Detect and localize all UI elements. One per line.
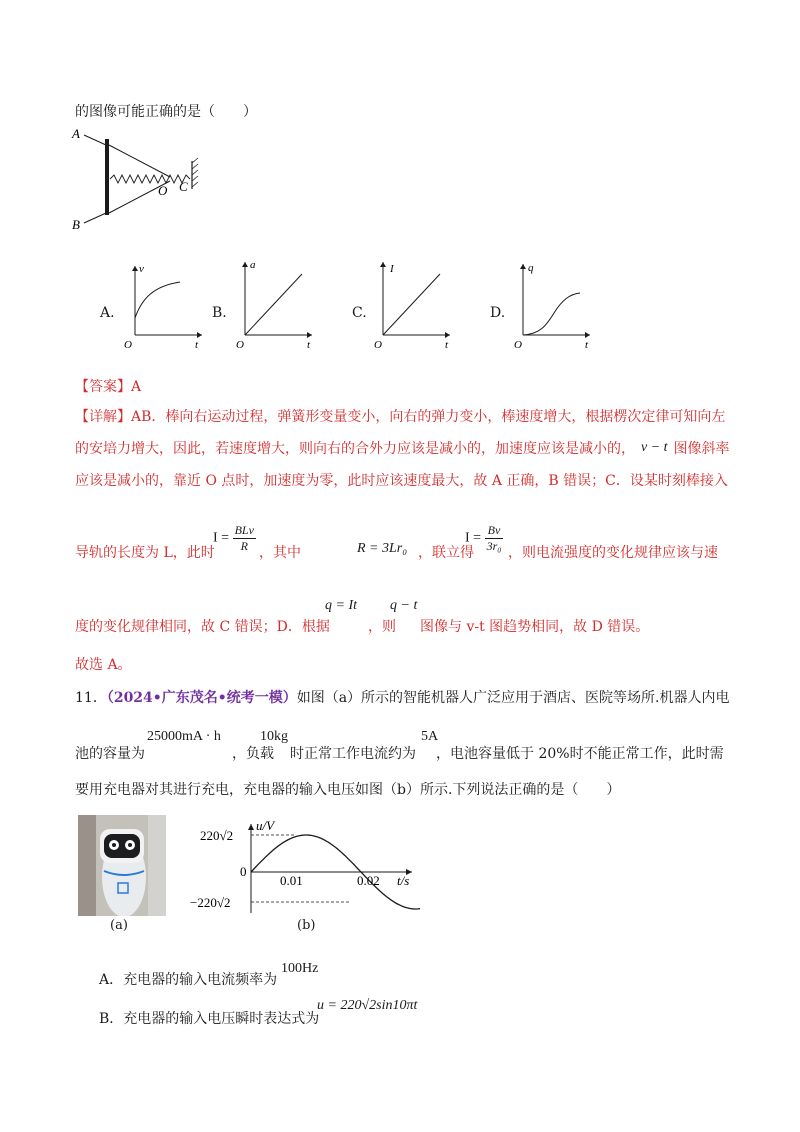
option-b-origin: O: [236, 339, 244, 351]
option-b-xlabel: t: [307, 339, 311, 351]
option-d-origin: O: [514, 339, 522, 351]
label-o: O: [158, 183, 168, 198]
option-d-graph: [508, 258, 598, 352]
option-d-xlabel: t: [585, 339, 589, 351]
option-c-ylabel: I: [390, 263, 394, 275]
option-a-text: A．充电器的输入电流频率为: [99, 972, 278, 988]
q11-line-2b: ，负载: [232, 746, 274, 762]
voltage-x-tick-2: 0.02: [357, 873, 380, 888]
voltage-xlabel: t/s: [397, 873, 410, 888]
voltage-chart: [180, 818, 420, 918]
option-c-letter: C.: [352, 305, 367, 321]
question-11-line-1: 11．（2024•广东茂名•统考一模）如图（a）所示的智能机器人广泛应用于酒店、医院等场所.机器人内电: [75, 690, 730, 706]
option-c-xlabel: t: [445, 339, 449, 351]
load-mass: 10kg: [260, 729, 288, 744]
option-c-graph: [368, 256, 458, 352]
voltage-x-tick-1: 0.01: [280, 873, 303, 888]
detail-line-3: 应该是减小的，靠近 O 点时，加速度为零，此时应该速度最大，故 A 正确，B 错误；C．设某时刻棒接入: [75, 473, 728, 489]
question-number: 11．: [75, 690, 107, 706]
q11-line-2a: 池的容量为: [75, 746, 145, 762]
question-source: （2024•广东茂名•统考一模）: [106, 690, 297, 706]
voltage-ylabel: u/V: [256, 818, 275, 833]
detail-line-5b: ，则: [368, 619, 396, 635]
detail-line-4b: ，其中: [259, 545, 301, 561]
eq-r-3lr0: R = 3Lr₀: [357, 541, 408, 556]
detail-line-4a: 导轨的长度为 L，此时: [75, 545, 215, 561]
q11-line-3: 要用充电器对其进行充电，充电器的输入电压如图（b）所示.下列说法正确的是（ ）: [75, 782, 621, 798]
option-a-ylabel: v: [139, 263, 144, 275]
label-a: A: [72, 126, 80, 141]
option-b-ylabel: a: [250, 259, 256, 271]
q11-line-2c: 时正常工作电流约为: [290, 746, 416, 762]
battery-capacity: 25000mA · h: [147, 729, 221, 744]
figure-a-caption: (a): [110, 918, 128, 933]
detail-line-4d: ，则电流强度的变化规律应该与速: [508, 545, 718, 561]
option-a-letter: A.: [100, 305, 115, 321]
eq-i-bv-3r0: I = $\frac{Bv}{\text{3r₀}}$: [465, 523, 502, 553]
working-current: 5A: [421, 729, 439, 744]
detail-line-5a: 度的变化规律相同，故 C 错误；D．根据: [75, 619, 330, 635]
eq-q-t: q − t: [390, 598, 418, 613]
q11-line-2d: ，电池容量低于 20%时不能正常工作，此时需: [436, 746, 724, 762]
detail-line-4c: ，联立得: [418, 545, 474, 561]
robot-image: [78, 815, 166, 916]
rod-spring-figure: [70, 125, 210, 235]
detail-line-5c: 图像与 v-t 图趋势相同，故 D 错误。: [420, 619, 650, 635]
figure-b-caption: (b): [297, 918, 316, 933]
option-b-graph: [230, 256, 320, 352]
detail-line-6: 故选 A。: [75, 657, 132, 673]
voltage-y-pos: 220√2: [200, 828, 234, 843]
option-c-origin: O: [374, 339, 382, 351]
eq-q-it: q = It: [325, 598, 357, 613]
option-a-xlabel: t: [195, 339, 199, 351]
question-intro: 的图像可能正确的是（ ）: [75, 104, 257, 120]
option-a-origin: O: [124, 339, 132, 351]
option-a-graph: [120, 260, 210, 352]
option-d-letter: D.: [490, 305, 506, 321]
voltage-y-neg: −220√2: [190, 895, 231, 910]
option-b-letter: B.: [212, 305, 227, 321]
v-t-math: v − t: [641, 440, 668, 455]
eq-i-blv-r: I = $\frac{\text{BLv}}{R}$: [213, 523, 254, 553]
label-b: B: [72, 217, 80, 232]
detail-line-1: 【详解】AB．棒向右运动过程，弹簧形变量变小，向右的弹力变小，棒速度增大，根据楞次定律可知向左: [75, 409, 726, 425]
label-c: C: [179, 179, 188, 194]
option-b-text: B．充电器的输入电压瞬时表达式为: [99, 1011, 320, 1027]
option-d-ylabel: q: [528, 262, 534, 274]
detail-line-2: 的安培力增大，因此，若速度增大，则向右的合外力应该是减小的，加速度应该是减小的， v − t 图像斜率: [75, 440, 730, 457]
robot-photo: [78, 815, 166, 916]
option-b-math: u = 220√2sin10πt: [317, 998, 418, 1013]
option-a-math: 100Hz: [281, 961, 319, 976]
answer: 【答案】A: [75, 379, 142, 395]
voltage-origin: 0: [240, 864, 247, 879]
